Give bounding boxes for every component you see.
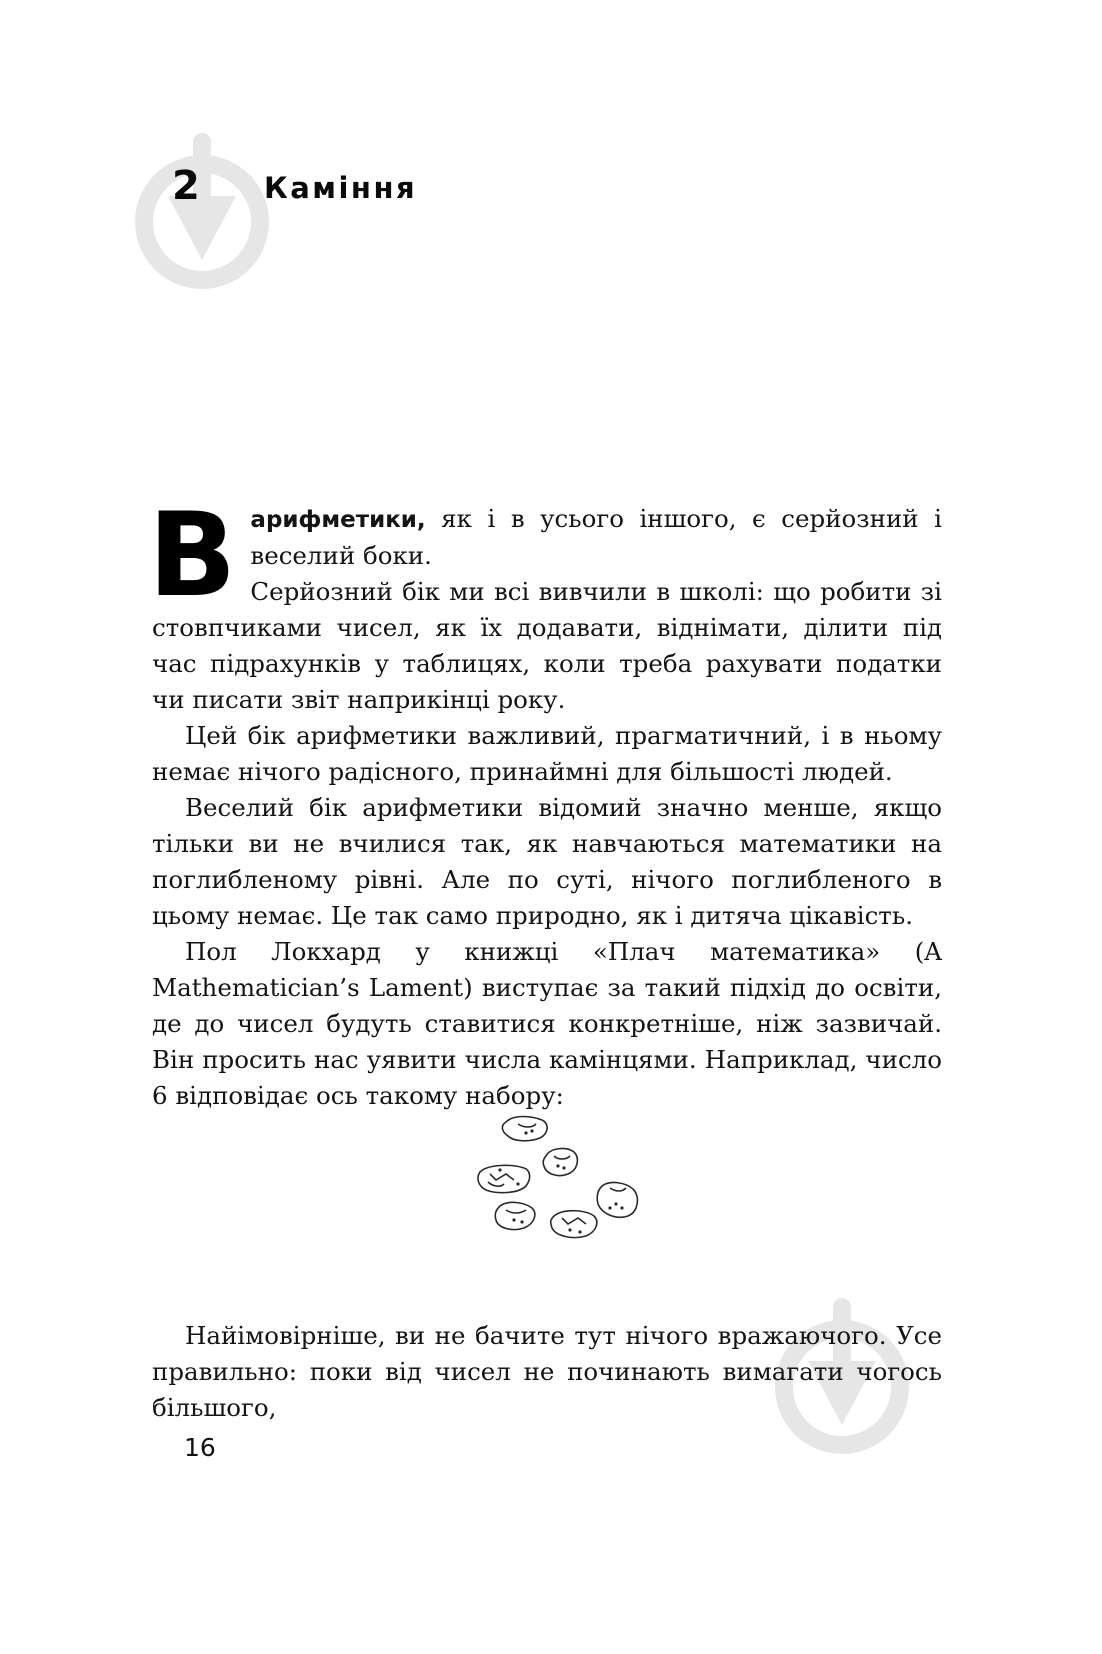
pebble-1 bbox=[502, 1117, 547, 1141]
lead-in: арифметики, bbox=[250, 507, 426, 533]
watermark-download-icon bbox=[132, 130, 272, 295]
chapter-body bbox=[148, 488, 942, 1114]
paragraph-4: Веселий бік арифметики відомий значно менше, якщо тільки ви не вчилися так, як навчаються математики на поглибленому рівні. Але по суті, нічого поглибленого в цьому немає. Це так само природно, як і дитяча цікавість. bbox=[152, 793, 942, 930]
chapter-body-continued bbox=[152, 1318, 942, 1426]
chapter-number: 2 bbox=[172, 163, 200, 209]
paragraph-6: Найімовірніше, ви не бачите тут нічого вражаючого. Усе правильно: поки від чисел не починають вимагати чогось більшого, bbox=[152, 1321, 942, 1422]
page-number: 16 bbox=[184, 1433, 216, 1462]
pebble-3 bbox=[478, 1165, 530, 1192]
paragraph-1 bbox=[148, 488, 942, 623]
pebble-5 bbox=[495, 1202, 535, 1229]
paragraph-1-text: як і в усього іншого, є серйозний і веселий боки. bbox=[250, 504, 942, 570]
chapter-title: Каміння bbox=[264, 171, 418, 205]
pebbles-illustration bbox=[470, 1108, 650, 1243]
paragraph-5: Пол Локхард у книжці «Плач математика» (A Mathematician’s Lament) виступає за такий підхід до освіти, де до чисел будуть ставитися конкретніше, ніж зазвичай. Він просить нас уявити числа камінцями. Наприклад, число 6 відповідає ось такому набору: bbox=[152, 937, 942, 1110]
pebble-4 bbox=[597, 1183, 637, 1218]
pebble-6 bbox=[551, 1211, 597, 1238]
pebble-2 bbox=[543, 1149, 577, 1176]
paragraph-3: Цей бік арифметики важливий, прагматичний, і в ньому немає нічого радісного, принаймні для більшості людей. bbox=[152, 721, 942, 786]
paragraph-2: Серйозний бік ми всі вивчили в школі: що робити зі стовпчиками чисел, як їх додавати, віднімати, ділити під час підрахунків у таблицях, коли треба рахувати податки чи писати звіт наприкінці року. bbox=[152, 577, 942, 714]
drop-cap: В bbox=[148, 488, 237, 623]
